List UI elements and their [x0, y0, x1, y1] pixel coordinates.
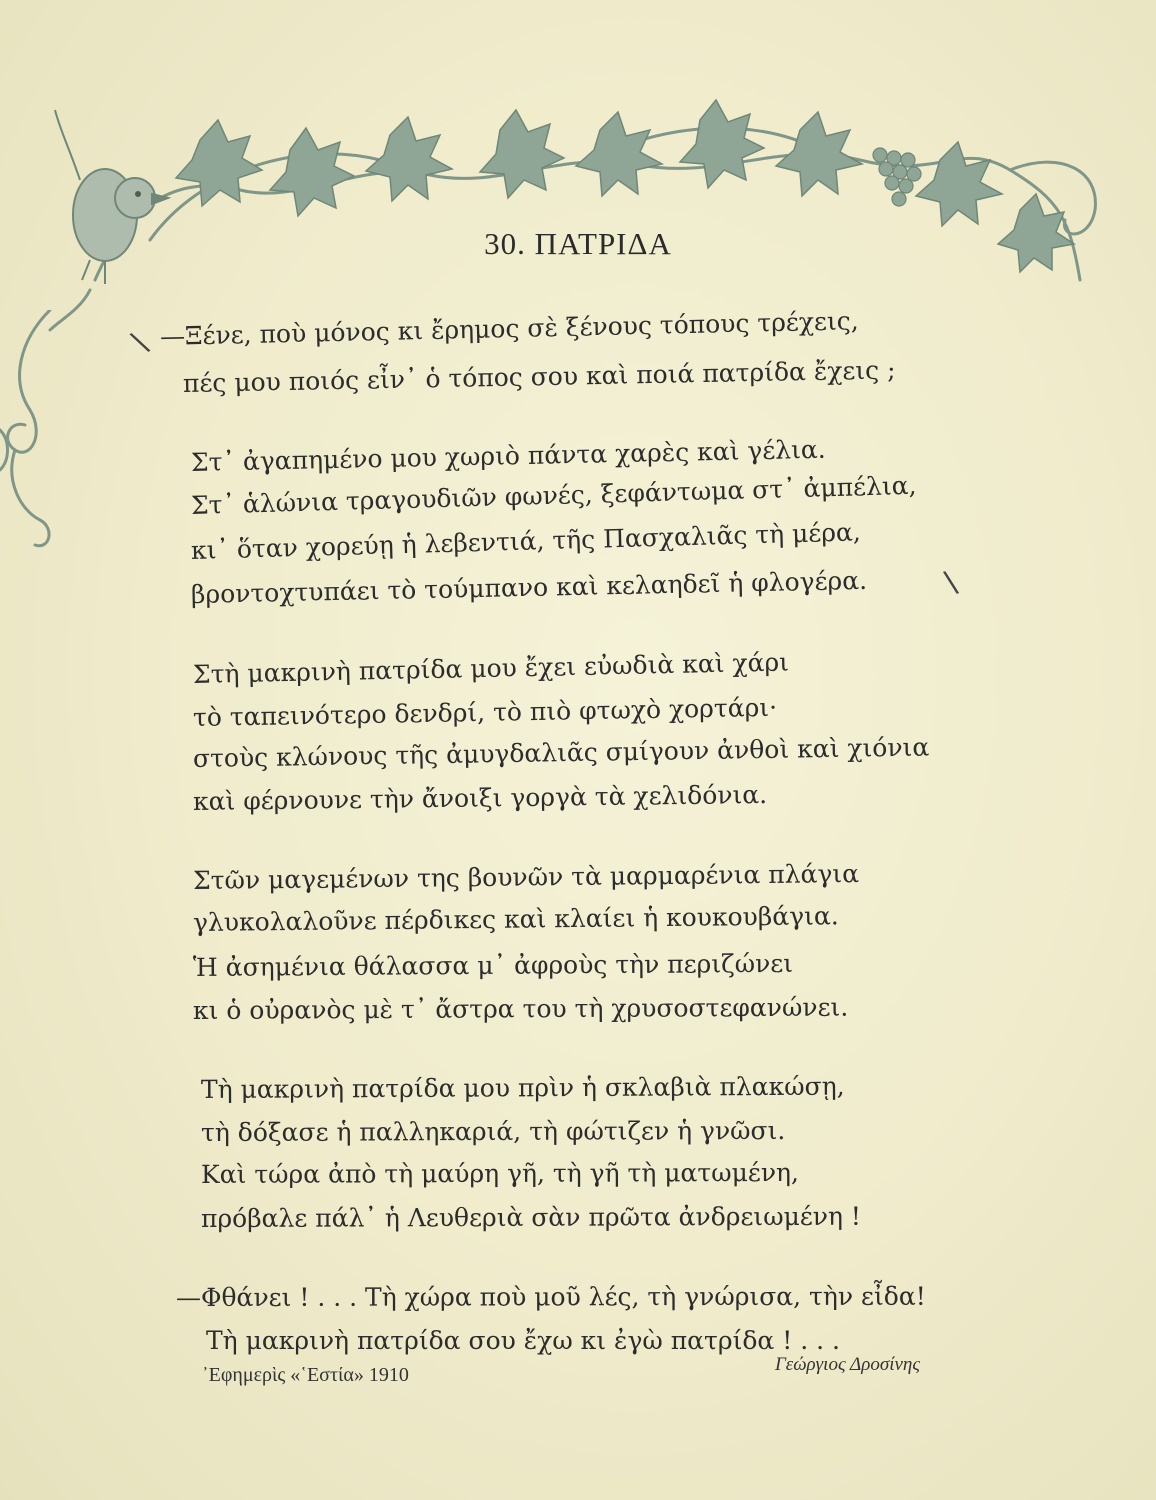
poem-line: Στῶν μαγεμένων της βουνῶν τὰ μαρμαρένια πλάγια [192, 859, 860, 895]
poem-line: γλυκολαλοῦνε πέρδικες καὶ κλαίει ἡ κουκουβάγια. [192, 901, 839, 937]
poem-line: —Φθάνει ! . . . Τὴ χώρα ποὺ μοῦ λές, τὴ γνώρισα, τὴν εἶδα! [175, 1281, 926, 1312]
poem-line: τὸ ταπεινότερο δενδρί, τὸ πιὸ φτωχὸ χορτάρι· [192, 692, 778, 732]
grapevine-ornament-icon [0, 80, 1156, 340]
poem-line: Ἡ ἀσημένια θάλασσα μ᾽ ἀφροὺς τὴν περιζώνει [192, 948, 794, 982]
poem-line: Στ᾽ ἁλώνια τραγουδιῶν φωνές, ξεφάντωμα στ᾽ ἀμπέλια, [190, 470, 917, 520]
scroll-flourish-icon [0, 310, 70, 570]
poem-line: στοὺς κλώνους τῆς ἀμυγδαλιᾶς σμίγουν ἀνθοὶ καὶ χιόνια [192, 732, 930, 773]
source-citation: ᾽Εφημερὶς «῾Εστία» 1910 [202, 1364, 409, 1386]
poem-title: 30. ΠΑΤΡΙΔΑ [484, 226, 672, 261]
poem-line: κι᾽ ὅταν χορεύῃ ἡ λεβεντιά, τῆς Πασχαλιᾶς τὴ μέρα, [190, 517, 862, 565]
poem-line: Στὴ μακρινὴ πατρίδα μου ἔχει εὐωδιὰ καὶ χάρι [192, 647, 790, 689]
author-name: Γεώργιος Δροσίνης [775, 1354, 921, 1375]
poem-line: τὴ δόξασε ἡ παλληκαριά, τὴ φώτιζεν ἡ γνῶσι. [200, 1115, 786, 1147]
poem-line: Τὴ μακρινὴ πατρίδα σου ἔχω κι ἐγὼ πατρίδα ! . . . [206, 1326, 840, 1355]
pencil-mark-icon: \ [941, 564, 961, 601]
poem-line: κι ὁ οὐρανὸς μὲ τ᾽ ἄστρα του τὴ χρυσοστεφανώνει. [192, 992, 849, 1025]
poem-line: —Ξένε, ποὺ μόνος κι ἔρημος σὲ ξένους τόπους τρέχεις, [159, 306, 859, 351]
poem-line: πές μου ποιός εἶν᾽ ὁ τόπος σου καὶ ποιά πατρίδα ἔχεις ; [182, 355, 896, 398]
poem-line: Τὴ μακρινὴ πατρίδα μου πρὶν ἡ σκλαβιὰ πλακώσῃ, [200, 1071, 845, 1104]
poem-line: πρόβαλε πάλ᾽ ἡ Λευθεριὰ σὰν πρῶτα ἀνδρειωμένη ! [200, 1201, 861, 1233]
poem-line: βροντοχτυπάει τὸ τούμπανο καὶ κελαηδεῖ ἡ φλογέρα. [190, 565, 868, 609]
poem-line: Καὶ τώρα ἀπὸ τὴ μαύρη γῆ, τὴ γῆ τὴ ματωμένη, [200, 1157, 799, 1189]
poem-line: καὶ φέρνουνε τὴν ἄνοιξι γοργὰ τὰ χελιδόνια. [192, 779, 768, 816]
poem-line: Στ᾽ ἀγαπημένο μου χωριὸ πάντα χαρὲς καὶ γέλια. [190, 434, 826, 477]
pencil-mark-icon: \ [126, 324, 154, 361]
